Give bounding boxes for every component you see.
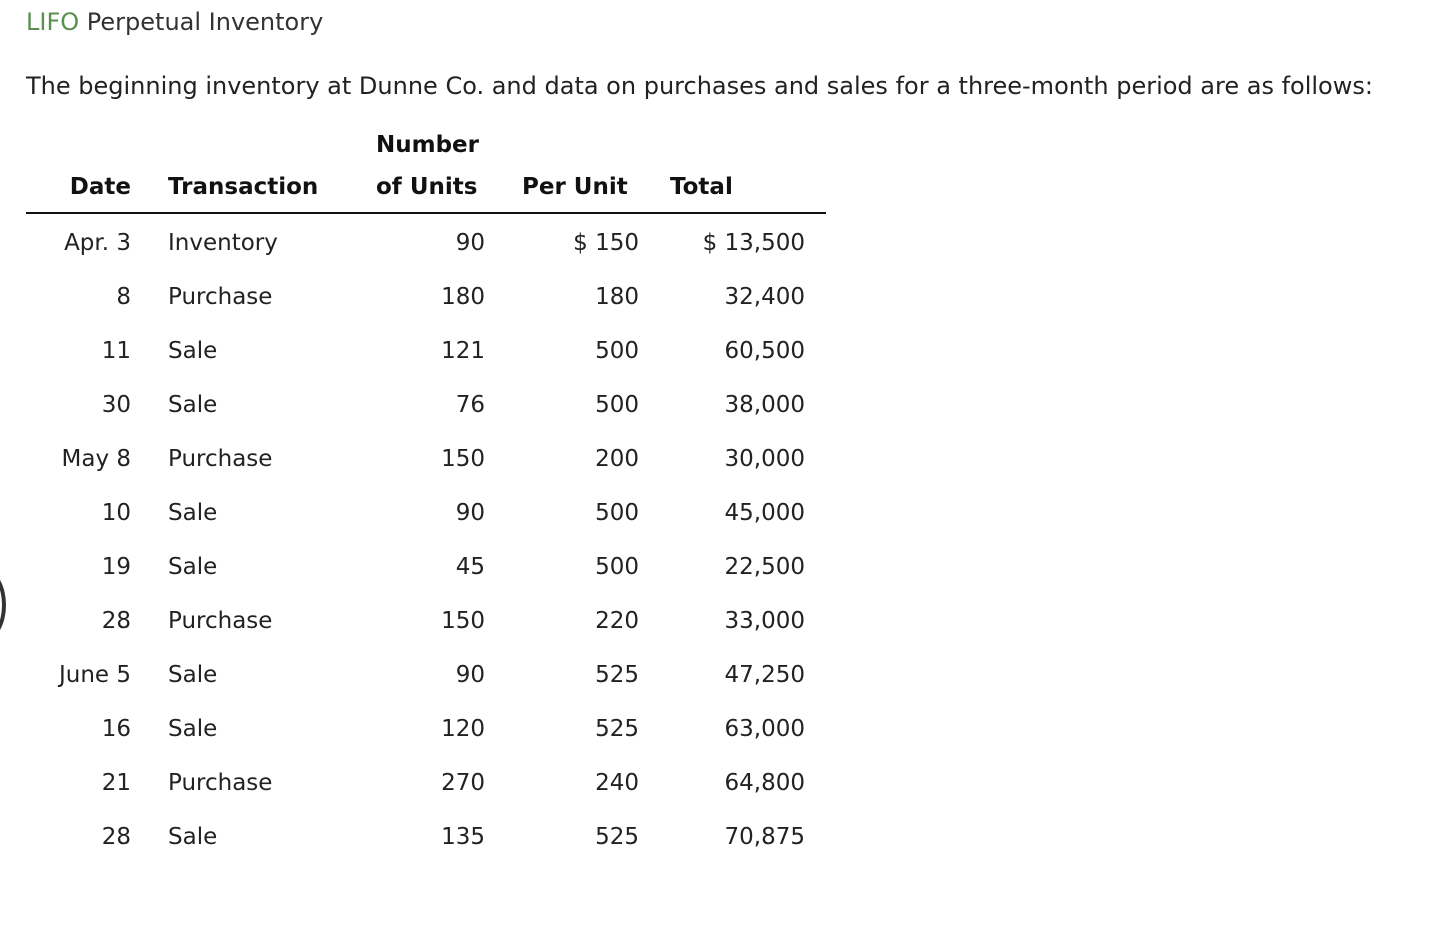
cell-total: 60,500: [724, 338, 805, 364]
cell-total: 33,000: [724, 608, 805, 634]
cell-units: 135: [441, 824, 485, 850]
title-text: Perpetual Inventory: [79, 8, 324, 36]
cell-total: 63,000: [724, 716, 805, 742]
table-row: [26, 390, 826, 444]
cell-per-unit: 220: [595, 608, 639, 634]
table-row: [26, 336, 826, 390]
cell-date: 21: [101, 770, 131, 796]
header-rule: [26, 212, 826, 214]
cell-date: 30: [101, 392, 131, 418]
cell-per-unit: $ 150: [573, 230, 639, 256]
table-row: [26, 552, 826, 606]
cell-transaction: Inventory: [168, 230, 278, 256]
cell-date: 16: [101, 716, 131, 742]
cell-date: 8: [116, 284, 131, 310]
cell-transaction: Sale: [168, 554, 218, 580]
cell-transaction: Purchase: [168, 608, 273, 634]
cell-units: 45: [455, 554, 485, 580]
cell-transaction: Sale: [168, 392, 218, 418]
intro-text: The beginning inventory at Dunne Co. and data on purchases and sales for a three-month period are as follows:: [26, 72, 1373, 100]
cell-total: 22,500: [724, 554, 805, 580]
cell-date: 28: [101, 608, 131, 634]
cell-total: 64,800: [724, 770, 805, 796]
table-row: [26, 768, 826, 822]
cell-per-unit: 240: [595, 770, 639, 796]
cell-transaction: Purchase: [168, 770, 273, 796]
cell-units: 90: [455, 662, 485, 688]
table-row: [26, 660, 826, 714]
cell-per-unit: 525: [595, 716, 639, 742]
cell-transaction: Sale: [168, 716, 218, 742]
table-row: [26, 498, 826, 552]
cell-per-unit: 500: [595, 338, 639, 364]
cell-date: 28: [101, 824, 131, 850]
cell-per-unit: 500: [595, 554, 639, 580]
cell-total: 30,000: [724, 446, 805, 472]
cell-per-unit: 200: [595, 446, 639, 472]
cell-per-unit: 525: [595, 824, 639, 850]
cell-total: $ 13,500: [702, 230, 805, 256]
cell-total: 38,000: [724, 392, 805, 418]
cell-total: 47,250: [724, 662, 805, 688]
cell-transaction: Purchase: [168, 446, 273, 472]
cell-transaction: Sale: [168, 338, 218, 364]
cell-date: 10: [101, 500, 131, 526]
scroll-indicator: [0, 570, 6, 640]
table-row: [26, 228, 826, 282]
cell-date: Apr. 3: [64, 230, 131, 256]
header-units-line2: of Units: [376, 174, 478, 200]
header-date: Date: [69, 174, 131, 200]
cell-per-unit: 500: [595, 500, 639, 526]
cell-transaction: Sale: [168, 824, 218, 850]
header-transaction: Transaction: [168, 174, 319, 200]
table-row: [26, 714, 826, 768]
header-total: Total: [670, 174, 733, 200]
cell-units: 90: [455, 500, 485, 526]
table-row: [26, 606, 826, 660]
cell-date: June 5: [58, 662, 131, 688]
title-accent: LIFO: [26, 8, 80, 36]
table-row: [26, 822, 826, 876]
cell-date: May 8: [61, 446, 131, 472]
cell-units: 90: [455, 230, 485, 256]
table-row: [26, 444, 826, 498]
page-title: [26, 6, 323, 38]
cell-transaction: Sale: [168, 662, 218, 688]
cell-total: 45,000: [724, 500, 805, 526]
cell-per-unit: 180: [595, 284, 639, 310]
cell-transaction: Purchase: [168, 284, 273, 310]
cell-units: 150: [441, 608, 485, 634]
cell-units: 180: [441, 284, 485, 310]
cell-total: 32,400: [724, 284, 805, 310]
cell-date: 11: [101, 338, 131, 364]
header-units-line1: Number: [376, 132, 479, 158]
cell-units: 150: [441, 446, 485, 472]
cell-units: 120: [441, 716, 485, 742]
cell-per-unit: 500: [595, 392, 639, 418]
cell-date: 19: [101, 554, 131, 580]
cell-per-unit: 525: [595, 662, 639, 688]
table-row: [26, 282, 826, 336]
cell-units: 76: [455, 392, 485, 418]
cell-units: 121: [441, 338, 485, 364]
cell-units: 270: [441, 770, 485, 796]
cell-transaction: Sale: [168, 500, 218, 526]
cell-total: 70,875: [724, 824, 805, 850]
header-per-unit: Per Unit: [522, 174, 628, 200]
